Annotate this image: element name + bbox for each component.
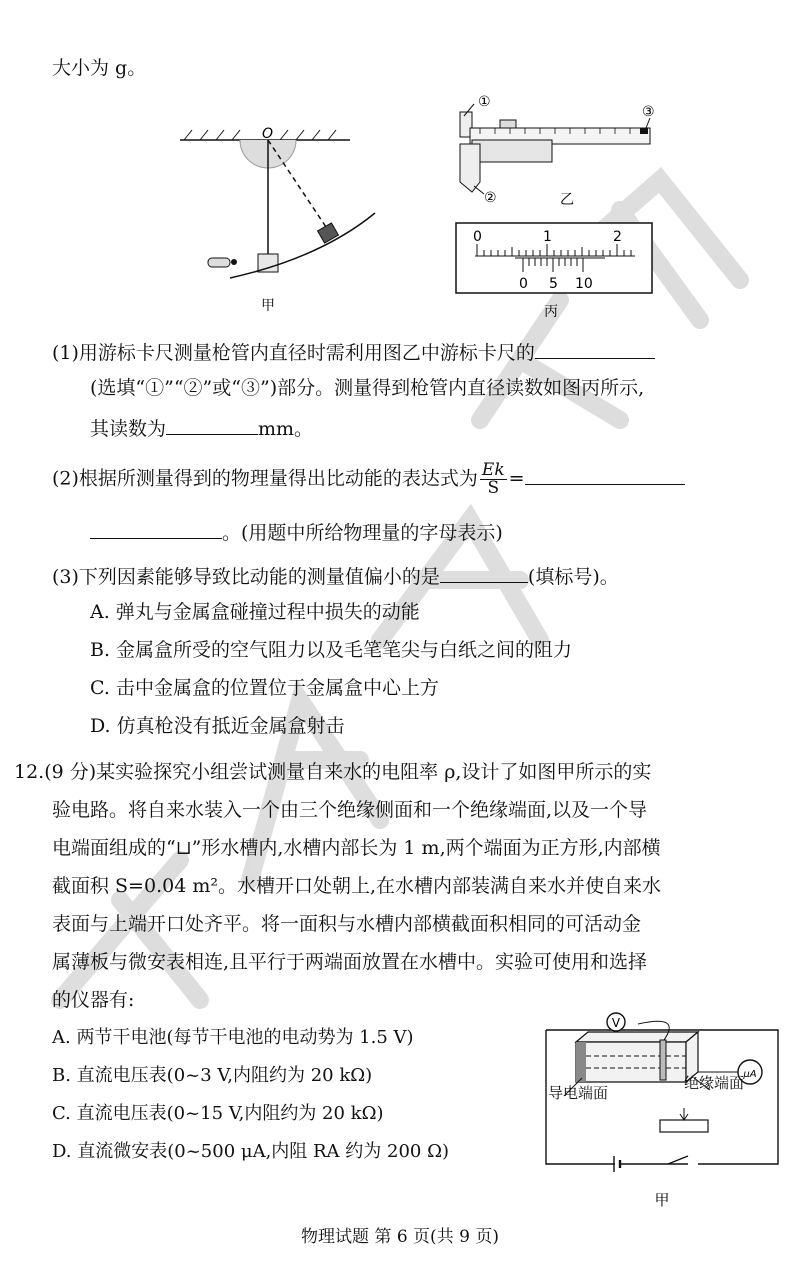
main-scale-0: 0 — [473, 229, 482, 245]
vernier-5: 5 — [549, 276, 558, 292]
q3-stem-pre: (3)下列因素能够导致比动能的测量值偏小的是 — [52, 566, 440, 588]
circuit-figure-label: 甲 — [654, 1191, 670, 1209]
page-footer: 物理试题 第 6 页(共 9 页) — [301, 1227, 499, 1247]
q3-option-d: D. 仿真枪没有抵近金属盒射击 — [90, 715, 345, 737]
q1-line1-text: (1)用游标卡尺测量枪管内直径时需利用图乙中游标卡尺的 — [52, 342, 535, 364]
q12-line-1: 12.(9 分)某实验探究小组尝试测量自来水的电阻率 ρ,设计了如图甲所示的实 — [14, 761, 652, 783]
q2-text: (2)根据所测量得到的物理量得出比动能的表达式为 — [52, 467, 478, 490]
q3-stem — [52, 562, 619, 589]
marker-2: ② — [484, 190, 497, 206]
instrument-c: C. 直流电压表(0~15 V,内阻约为 20 kΩ) — [52, 1103, 384, 1124]
marker-1: ① — [478, 94, 491, 110]
q3-stem-post: (填标号)。 — [527, 566, 619, 588]
q2-blank-a[interactable] — [525, 464, 685, 485]
microammeter-label: μA — [743, 1069, 757, 1080]
pivot-label: O — [262, 126, 274, 142]
q3-option-c: C. 击中金属盒的位置位于金属盒中心上方 — [90, 677, 439, 699]
figure-scale-reading — [455, 222, 655, 322]
q1-blank-reading[interactable] — [166, 414, 258, 435]
conductive-end-label: 导电端面 — [548, 1084, 609, 1102]
figure-jia-label: 甲 — [261, 298, 275, 314]
q1-line3-pre: 其读数为 — [90, 418, 167, 440]
vernier-0: 0 — [519, 276, 528, 292]
main-scale-2: 2 — [613, 229, 622, 245]
q2-fraction — [480, 462, 507, 497]
q3-blank[interactable] — [440, 562, 528, 583]
marker-3: ③ — [642, 104, 655, 120]
q2-equals: = — [508, 467, 525, 490]
figure-caliper — [450, 92, 680, 212]
q1-line2: (选填“①”“②”或“③”)部分。测量得到枪管内直径读数如图丙所示, — [90, 377, 645, 399]
q2-line1 — [52, 462, 685, 497]
voltmeter-label: V — [611, 1016, 621, 1030]
q2-frac-num: Ek — [481, 460, 505, 480]
q12-line-5: 表面与上端开口处齐平。将一面积与水槽内部横截面积相同的可活动金 — [52, 913, 642, 935]
q1-line3 — [90, 414, 313, 441]
q12-line-4: 截面积 S=0.04 m²。水槽开口处朝上,在水槽内部装满自来水并使自来水 — [52, 875, 661, 897]
insulating-end-label: 绝缘端面 — [684, 1074, 745, 1092]
q1-blank-part[interactable] — [535, 338, 655, 359]
q12-line-7: 的仪器有: — [52, 989, 135, 1011]
q2-line2 — [90, 518, 503, 545]
q1-line1 — [52, 338, 655, 365]
instrument-b: B. 直流电压表(0~3 V,内阻约为 20 kΩ) — [52, 1065, 373, 1086]
figure-circuit — [542, 1000, 782, 1210]
q3-option-b: B. 金属盒所受的空气阻力以及毛笔笔尖与白纸之间的阻力 — [90, 639, 573, 661]
q12-line-6: 属薄板与微安表相连,且平行于两端面放置在水槽中。实验可使用和选择 — [52, 951, 648, 973]
main-scale-1: 1 — [543, 229, 552, 245]
figure-bing-label: 丙 — [544, 304, 558, 320]
figure-yi-label: 乙 — [560, 192, 574, 208]
q2-blank-b[interactable] — [90, 518, 222, 539]
q2-line2-text: 。(用题中所给物理量的字母表示) — [222, 522, 503, 544]
q1-unit: mm。 — [258, 418, 314, 440]
q3-option-a: A. 弹丸与金属盒碰撞过程中损失的动能 — [90, 601, 420, 623]
intro-text: 大小为 g。 — [52, 57, 147, 79]
q2-frac-den: S — [487, 478, 500, 498]
figure-pendulum — [170, 118, 390, 318]
q12-line-3: 电端面组成的“⊔”形水槽内,水槽内部长为 1 m,两个端面为正方形,内部横 — [52, 837, 661, 859]
instrument-d: D. 直流微安表(0~500 μA,内阻 RA 约为 200 Ω) — [52, 1141, 450, 1162]
instrument-a: A. 两节干电池(每节干电池的电动势为 1.5 V) — [52, 1027, 414, 1048]
q12-line-2: 验电路。将自来水装入一个由三个绝缘侧面和一个绝缘端面,以及一个导 — [52, 799, 648, 821]
vernier-10: 10 — [575, 276, 593, 292]
